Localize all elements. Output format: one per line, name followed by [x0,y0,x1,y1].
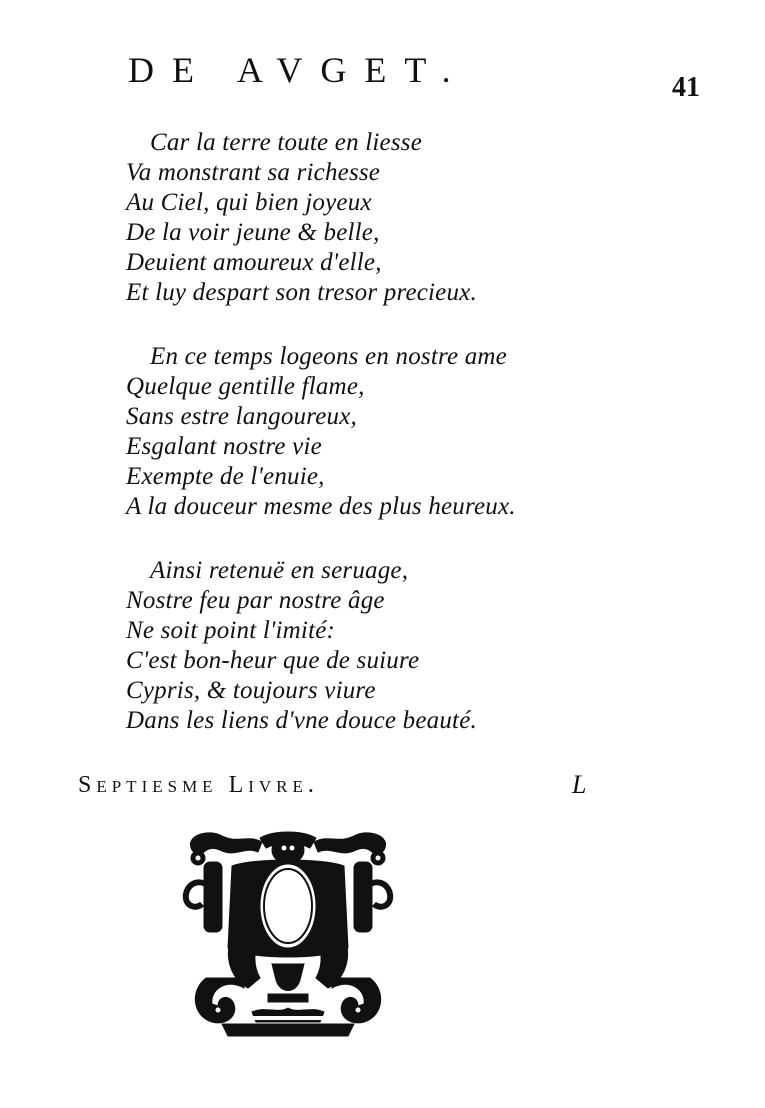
footer-signature: Septiesme Livre. [78,772,319,798]
verse-line: Deuient amoureux d'elle, [126,249,382,276]
verse-line: Nostre feu par nostre âge [126,587,385,614]
verse-line: Car la terre toute en liesse [150,129,422,156]
verse-line: Cypris, & toujours viure [126,677,376,704]
page-number: 41 [672,72,700,103]
verse-line: Exempte de l'enuie, [126,463,325,490]
verse-line: Et luy despart son tresor precieux. [126,279,477,306]
running-head: DE AVGET. [128,50,469,90]
verse-line: Esgalant nostre vie [126,433,322,460]
stanza-3 [126,556,477,736]
verse-line: De la voir jeune & belle, [126,219,380,246]
verse-line: En ce temps logeons en nostre ame [150,343,507,370]
verse-line: Dans les liens d'vne douce beauté. [126,707,477,734]
verse-line: Sans estre langoureux, [126,403,357,430]
verse-line: Quelque gentille flame, [126,373,365,400]
stanza-2 [126,342,516,522]
signature-mark: L [572,770,587,799]
verse-line: Va monstrant sa richesse [126,159,381,186]
verse-line: C'est bon-heur que de suiure [126,647,420,674]
stanza-1 [126,128,477,308]
verse-line: Au Ciel, qui bien joyeux [126,189,372,216]
ornament-cartouche-icon [182,828,394,1038]
verse-line: Ainsi retenuë en seruage, [150,557,409,584]
verse-line: A la douceur mesme des plus heureux. [126,493,516,520]
verse-line: Ne soit point l'imité: [126,617,336,644]
